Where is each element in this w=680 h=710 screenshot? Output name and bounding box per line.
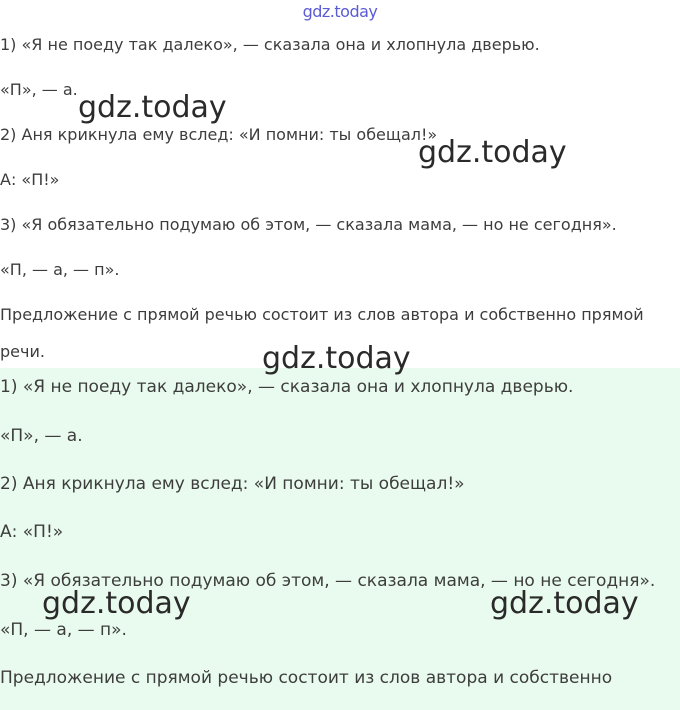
watermark: gdz.today xyxy=(262,341,411,376)
watermark: gdz.today xyxy=(42,586,191,621)
text-line: «П, — а, — п». xyxy=(0,260,120,279)
text-line: 3) «Я обязательно подумаю об этом, — сказала мама, — но не сегодня». xyxy=(0,571,656,591)
text-line: 2) Аня крикнула ему вслед: «И помни: ты обещал!» xyxy=(0,125,438,144)
text-line: А: «П!» xyxy=(0,522,64,542)
top-watermark: gdz.today xyxy=(302,2,378,21)
watermark: gdz.today xyxy=(418,135,567,170)
text-line: «П, — а, — п». xyxy=(0,620,127,640)
text-line: 1) «Я не поеду так далеко», — сказала она и хлопнула дверью. xyxy=(0,377,574,397)
text-line: А: «П!» xyxy=(0,170,60,189)
text-line: Предложение с прямой речью состоит из слов автора и собственно прямой xyxy=(0,305,644,324)
watermark: gdz.today xyxy=(490,586,639,621)
text-line: 2) Аня крикнула ему вслед: «И помни: ты обещал!» xyxy=(0,474,465,494)
text-line: «П», — а. xyxy=(0,426,83,446)
watermark: gdz.today xyxy=(78,90,227,125)
text-line: 1) «Я не поеду так далеко», — сказала она и хлопнула дверью. xyxy=(0,35,540,54)
text-line: Предложение с прямой речью состоит из слов автора и собственно xyxy=(0,668,613,688)
answer-block-background xyxy=(0,368,680,710)
text-line: «П», — а. xyxy=(0,80,78,99)
text-line: 3) «Я обязательно подумаю об этом, — сказала мама, — но не сегодня». xyxy=(0,215,617,234)
text-line: речи. xyxy=(0,342,45,361)
